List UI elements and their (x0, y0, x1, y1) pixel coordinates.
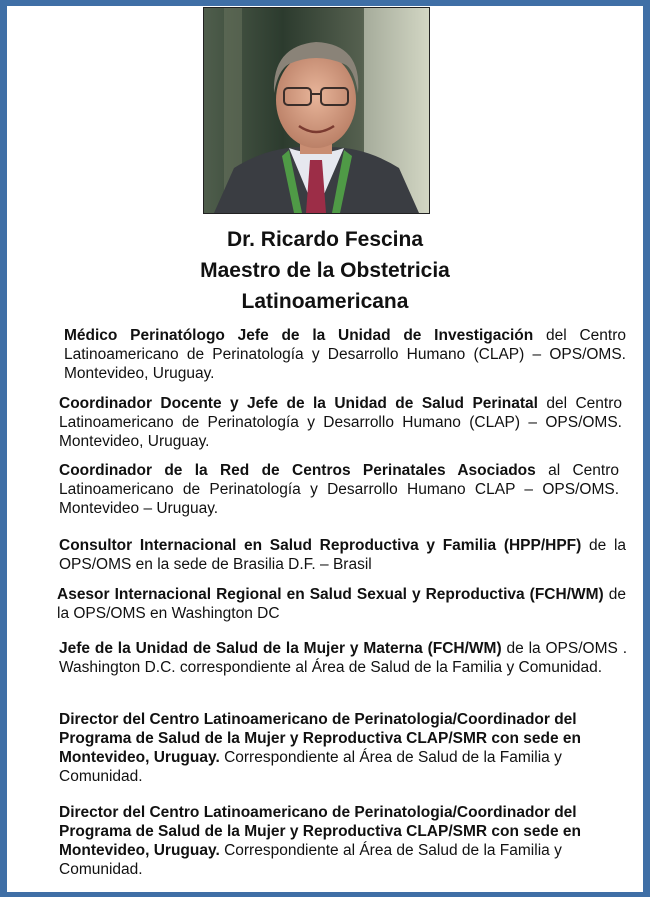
entry-heading: Jefe de la Unidad de Salud de la Mujer y Materna (FCH/WM) (59, 640, 502, 657)
entry-text: Correspondiente al Área de Salud de la Familia y Comunidad. (59, 842, 562, 878)
entry-heading: Médico Perinatólogo Jefe de la Unidad de Investigación (64, 327, 534, 344)
entry-heading: Director del Centro Latinoamericano de Perinatologia/Coordinador del Programa de Salud de la Mujer y Reproductiva CLAP/SMR con sede en Montevideo, Uruguay. (59, 711, 581, 766)
career-entry (59, 639, 627, 677)
career-entry (59, 536, 626, 574)
entry-text: Correspondiente al Área de Salud de la Familia y Comunidad. (59, 749, 562, 785)
title-line-2: Latinoamericana (241, 290, 409, 313)
portrait-photo (203, 7, 430, 214)
person-name: Dr. Ricardo Fescina (226, 228, 424, 251)
entry-text: de la OPS/OMS en la sede de Brasilia D.F. – Brasil (59, 537, 627, 573)
entry-text: al Centro Latinoamericano de Perinatología y Desarrollo Humano CLAP – OPS/OMS. Montevideo – Uruguay. (59, 462, 619, 517)
entry-heading: Asesor Internacional Regional en Salud Sexual y Reproductiva (FCH/WM) (57, 586, 604, 603)
entry-heading: Coordinador de la Red de Centros Perinatales Asociados (59, 462, 536, 479)
entry-text: de la OPS/OMS en Washington DC (57, 586, 626, 622)
title-line-1: Maestro de la Obstetricia (200, 259, 450, 282)
career-entry (64, 326, 626, 383)
career-entry (59, 710, 604, 786)
entry-heading: Consultor Internacional en Salud Reproductiva y Familia (HPP/HPF) (59, 537, 582, 554)
career-entry (59, 803, 604, 879)
career-entry (59, 461, 619, 518)
entry-text: de la OPS/OMS . Washington D.C. correspondiente al Área de Salud de la Familia y Comunidad. (59, 640, 627, 676)
entry-text: del Centro Latinoamericano de Perinatología y Desarrollo Humano (CLAP) – OPS/OMS. Montevideo, Uruguay. (64, 327, 626, 382)
title-block (0, 224, 650, 317)
entry-heading: Director del Centro Latinoamericano de Perinatologia/Coordinador del Programa de Salud de la Mujer y Reproductiva CLAP/SMR con sede en Montevideo, Uruguay. (59, 804, 581, 859)
career-entry (57, 585, 626, 623)
entry-text: del Centro Latinoamericano de Perinatología y Desarrollo Humano (CLAP) – OPS/OMS. Montevideo, Uruguay. (59, 395, 622, 450)
career-entry (59, 394, 622, 451)
entry-heading: Coordinador Docente y Jefe de la Unidad de Salud Perinatal (59, 395, 538, 412)
portrait-icon (204, 8, 429, 213)
